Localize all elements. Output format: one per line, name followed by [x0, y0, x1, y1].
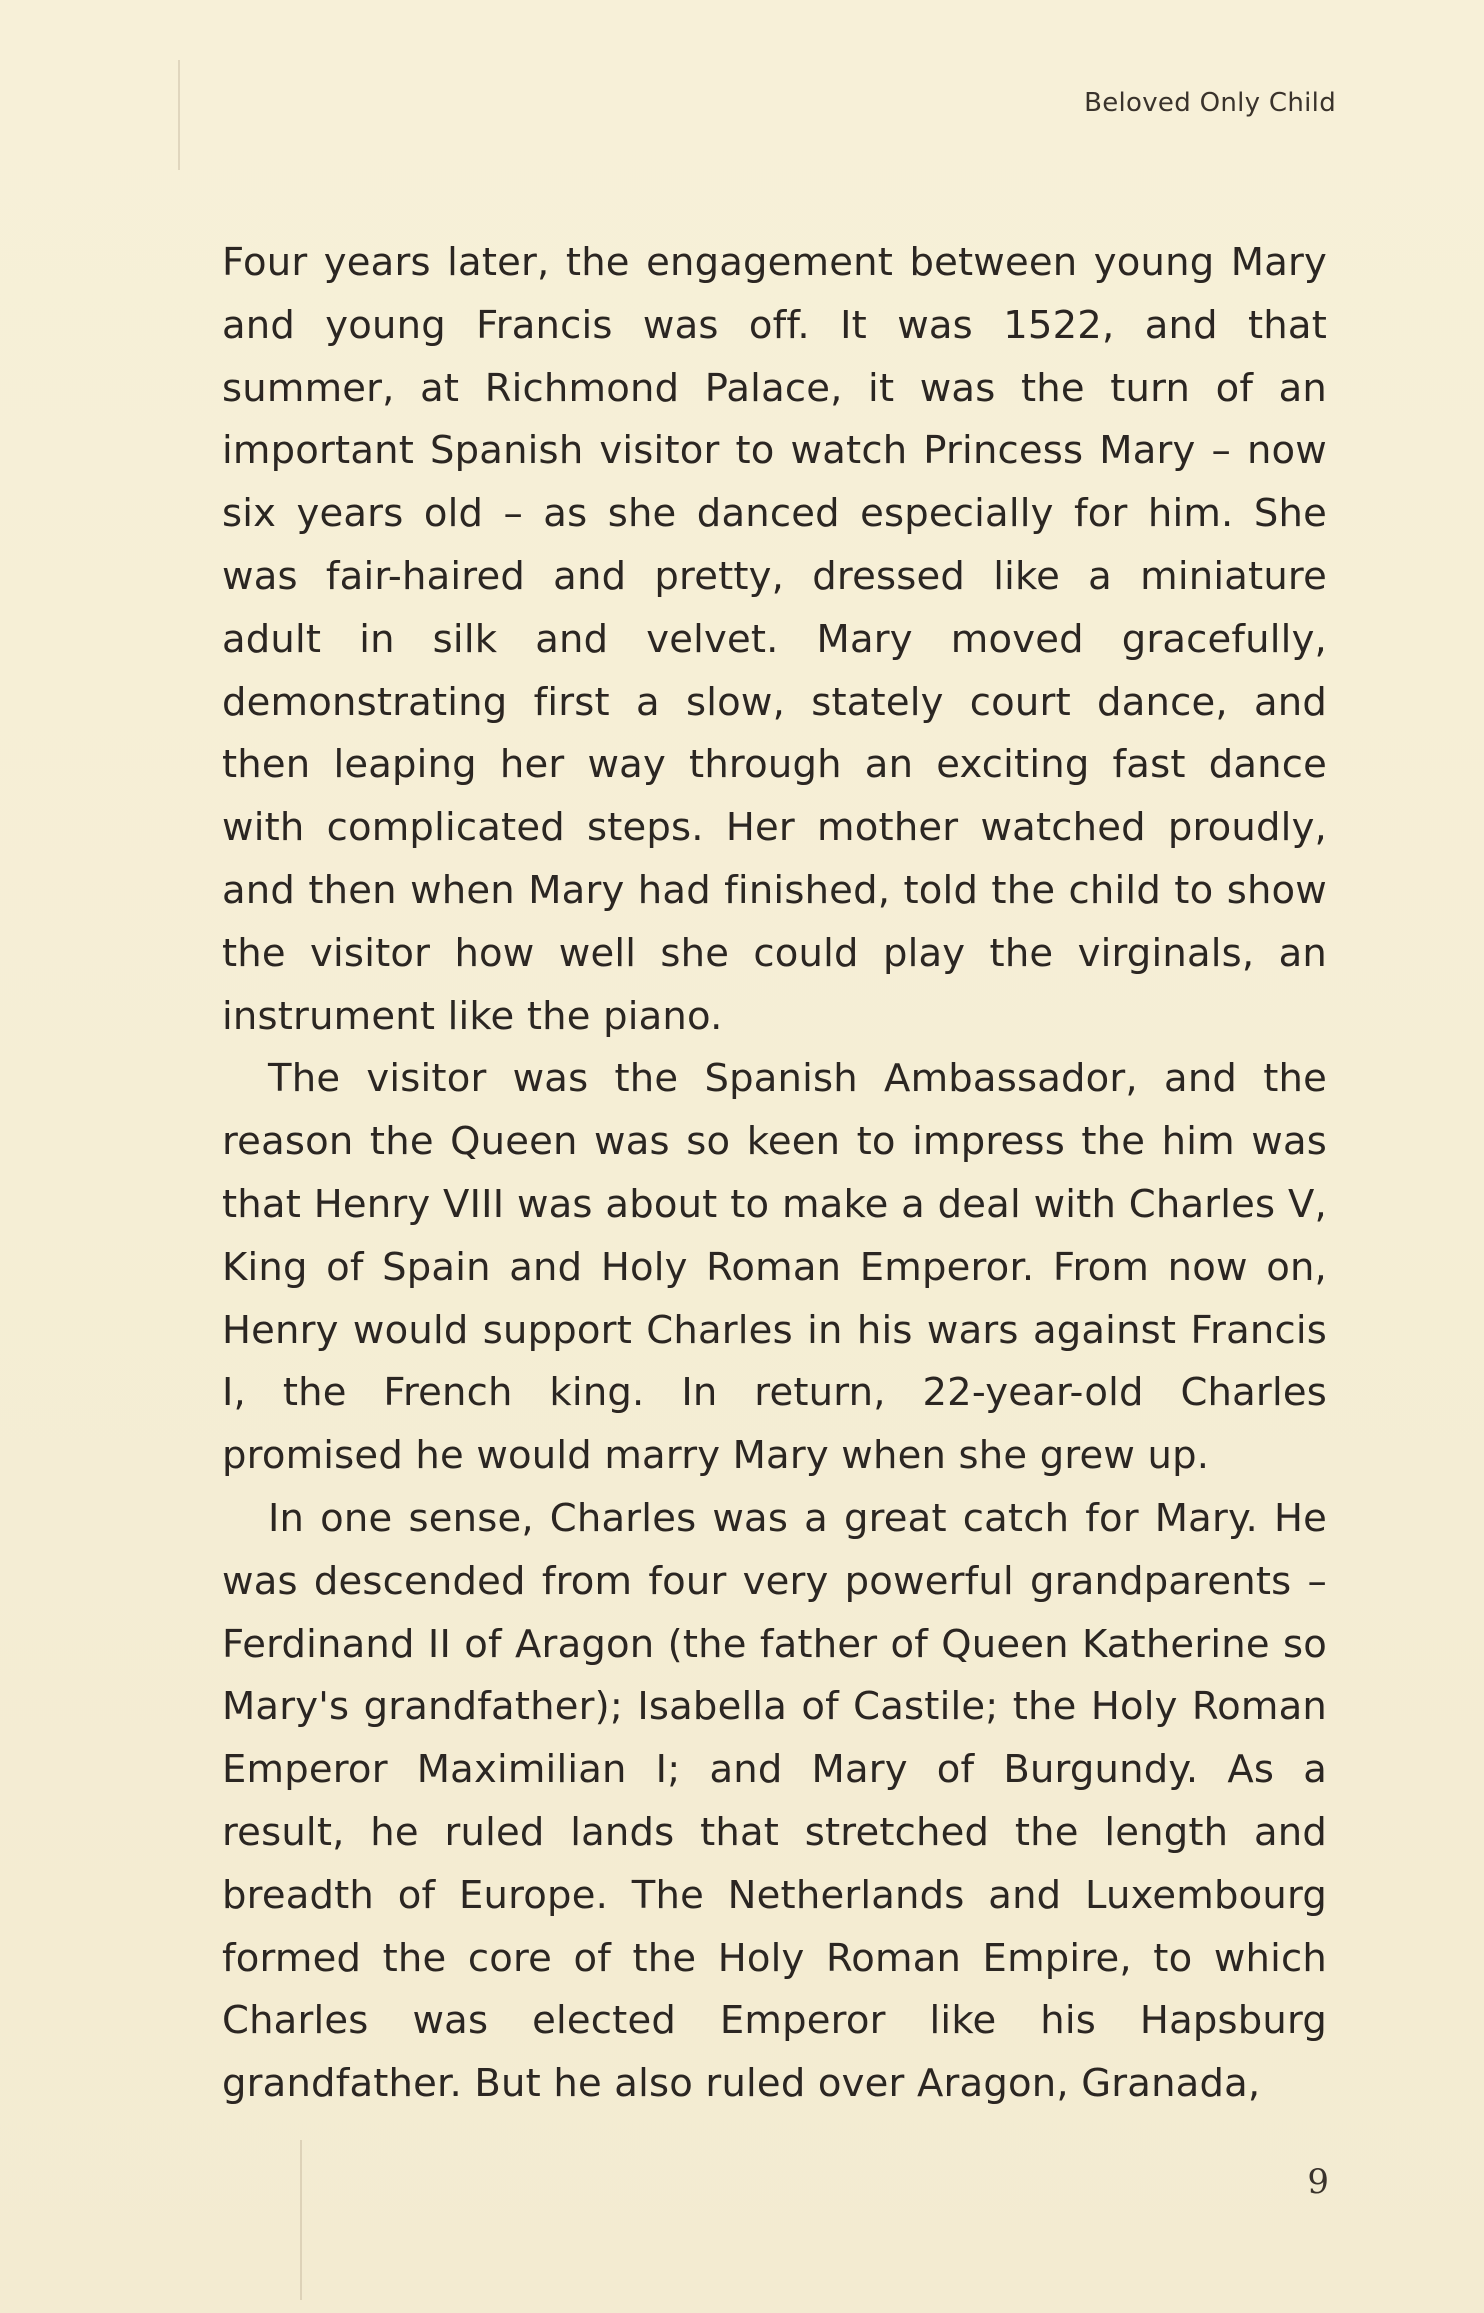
paragraph-3: In one sense, Charles was a great catch for Mary. He was descended from four very powerful grandparents – Ferdinand II of Aragon (the father of Queen Katherine so Mary's grandfather); Isabella of Castile; the Holy Roman Emperor Maximilian I; and Mary of Burgundy. As a result, he ruled lands that stretched the length and breadth of Europe. The Netherlands and Luxembourg formed the core of the Holy Roman Empire, to which Charles was elected Emperor like his Hapsburg grandfather. But he also ruled over Aragon, Granada,: [222, 1495, 1327, 2107]
page-number: 9: [1307, 2162, 1329, 2202]
paragraph-1: Four years later, the engagement between young Mary and young Francis was off. It was 1522, and that summer, at Richmond Palace, it was the turn of an important Spanish visitor to watch Princess Mary – now six years old – as she danced especially for him. She was fair-haired and pretty, dressed like a miniature adult in silk and velvet. Mary moved gracefully, demonstrating first a slow, stately court dance, and then leaping her way through an exciting fast dance with complicated steps. Her mother watched proudly, and then when Mary had finished, told the child to show the visitor how well she could play the virginals, an instrument like the piano.: [222, 240, 1327, 1039]
paragraph-2: The visitor was the Spanish Ambassador, and the reason the Queen was so keen to impress the him was that Henry VIII was about to make a deal with Charles V, King of Spain and Holy Roman Emperor. From now on, Henry would support Charles in his wars against Francis I, the French king. In return, 22-year-old Charles promised he would marry Mary when she grew up.: [222, 1056, 1327, 1479]
running-header: Beloved Only Child: [1084, 88, 1336, 118]
page-crease-left: [178, 60, 180, 170]
page-crease-lower-left: [300, 2140, 302, 2300]
body-text: [222, 232, 1327, 2116]
